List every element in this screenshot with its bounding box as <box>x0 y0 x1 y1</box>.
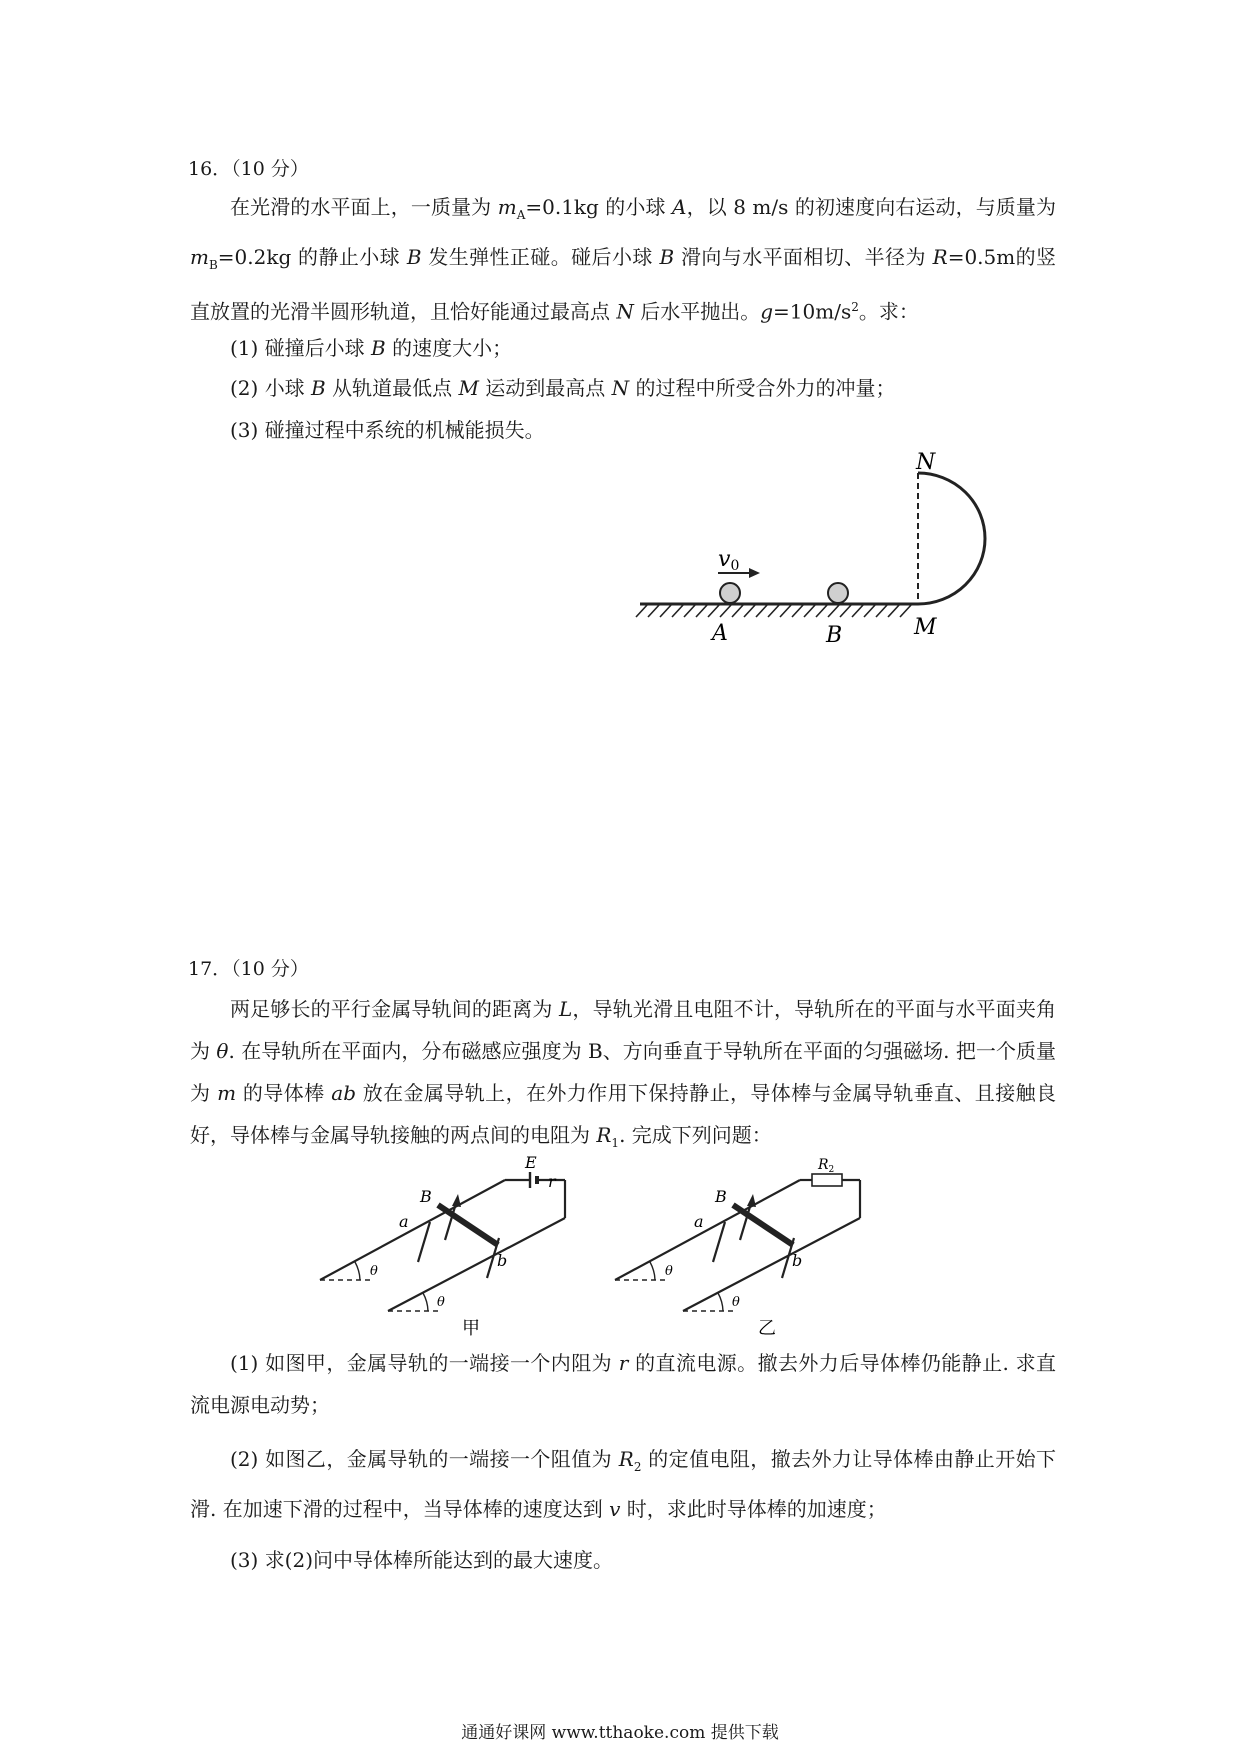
fig2-label-theta1: θ <box>665 1264 673 1279</box>
page-footer: 通通好课网 www.tthaoke.com 提供下载 <box>461 1723 779 1743</box>
fig1-label-e: E <box>525 1153 537 1172</box>
label-v0: v0 <box>718 547 740 574</box>
label-a: A <box>712 621 728 646</box>
fig2-label-b-end: b <box>792 1251 803 1270</box>
q17-subquestion-1: (1) 如图甲，金属导轨的一端接一个内阻为 r 的直流电源。撤去外力后导体棒仍能静止. 求直流电源电动势； <box>190 1351 1057 1417</box>
fig2-label-r2: $R_2$ <box>818 1157 835 1175</box>
field-arrowhead-jia <box>452 1194 461 1207</box>
fig2-caption: 乙 <box>758 1318 776 1339</box>
fig1-label-r: r <box>548 1172 556 1191</box>
q16-subquestion-1: (1) 碰撞后小球 B 的速度大小； <box>230 336 513 360</box>
q17-stem: 两足够长的平行金属导轨间的距离为 L，导轨光滑且电阻不计，导轨所在的平面与水平面夹角为 θ. 在导轨所在平面内，分布磁感应强度为 B、方向垂直于导轨所在平面的匀强磁场. 把一个质量为 m 的导体棒 ab 放在金属导轨上，在外力作用下保持静止，导体棒与金属导轨垂直、且接触良好，导体棒与金属导轨接触的两点间的电阻为 $R_1$. 完成下列问题： <box>190 997 1057 1150</box>
q16-subquestion-3: (3) 碰撞过程中系统的机械能损失。 <box>230 418 545 442</box>
fig1-label-theta2: θ <box>437 1295 445 1310</box>
figure-yi <box>615 1174 860 1311</box>
q17-header: 17．（10 分） <box>188 958 309 980</box>
fig1-label-b-field: B <box>420 1187 432 1206</box>
label-n: N <box>916 450 936 475</box>
fig1-label-theta1: θ <box>370 1264 378 1279</box>
label-m: M <box>914 615 937 640</box>
q16-subquestion-2: (2) 小球 B 从轨道最低点 M 运动到最高点 N 的过程中所受合外力的冲量； <box>230 376 896 400</box>
fig2-label-b-field: B <box>715 1187 727 1206</box>
q17-subquestion-2: (2) 如图乙，金属导轨的一端接一个阻值为 $R_2$ 的定值电阻，撤去外力让导体棒由静止开始下滑. 在加速下滑的过程中，当导体棒的速度达到 v 时，求此时导体棒的加速度； <box>190 1447 1057 1521</box>
field-arrowhead-yi <box>747 1194 756 1207</box>
fig1-label-a: a <box>399 1212 409 1231</box>
fig2-label-a: a <box>694 1212 704 1231</box>
fig1-caption: 甲 <box>462 1318 480 1339</box>
figure-jia <box>320 1172 565 1311</box>
label-b: B <box>826 623 843 648</box>
q16-stem: 在光滑的水平面上，一质量为 $m_A=0.1kg$ 的小球 A，以 8 m/s 的初速度向右运动，与质量为 $m_B=0.2kg$ 的静止小球 B 发生弹性正碰。碰后小球 B 滑向与水平面相切、半径为 R=0.5m的竖直放置的光滑半圆形轨道，且恰好能通过最高点 N 后水平抛出。$g=10m/s^2$。求： <box>190 195 1057 324</box>
fig1-label-b-end: b <box>497 1251 508 1270</box>
q17-subquestion-3: (3) 求(2)问中导体棒所能达到的最大速度。 <box>230 1548 614 1572</box>
q16-header: 16．（10 分） <box>188 158 309 180</box>
fig2-label-theta2: θ <box>732 1295 740 1310</box>
